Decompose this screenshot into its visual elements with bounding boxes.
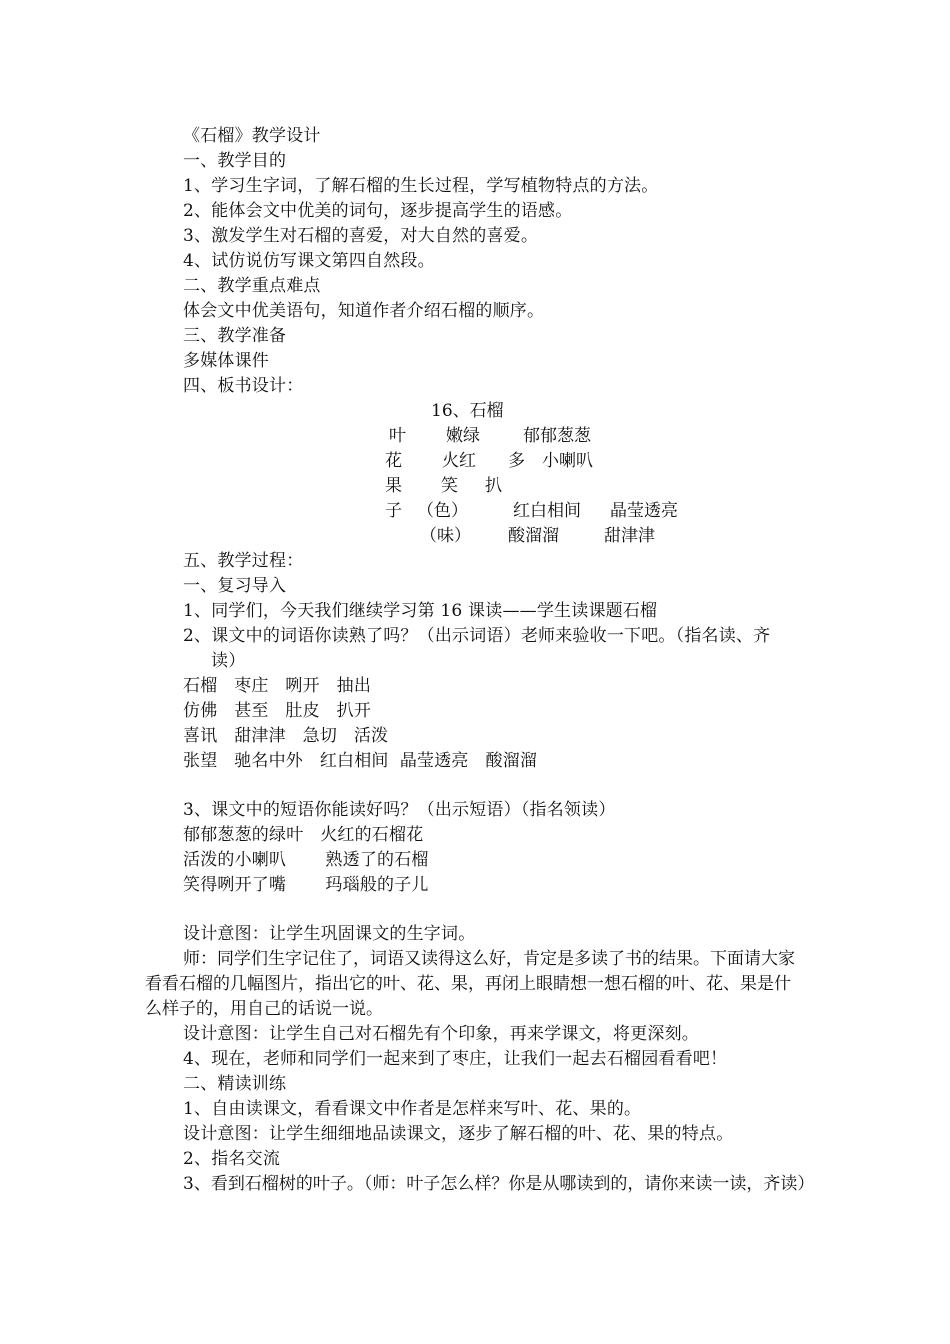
board-cell: 嫩绿 xyxy=(446,426,480,446)
phrase-row: 笑得咧开了嘴 玛瑙般的子儿 xyxy=(183,875,429,895)
step-text-continued: 读） xyxy=(211,651,246,671)
board-cell: 甜津津 xyxy=(604,526,655,546)
phrase-row: 郁郁葱葱的绿叶 火红的石榴花 xyxy=(183,825,424,845)
document-title: 《石榴》教学设计 xyxy=(183,126,321,146)
board-cell: 红白相间 xyxy=(513,501,581,521)
board-cell: 笑 xyxy=(441,476,458,496)
word-row: 张望 驰名中外 红白相间 晶莹透亮 酸溜溜 xyxy=(183,751,538,771)
step-text: 1、自由读课文，看看课文中作者是怎样来写叶、花、果的。 xyxy=(183,1099,642,1119)
step-text: 1、同学们，今天我们继续学习第 16 课读——学生读课题石榴 xyxy=(183,601,658,621)
board-cell: 郁郁葱葱 xyxy=(523,426,591,446)
goal-item: 1、学习生字词，了解石榴的生长过程，学写植物特点的方法。 xyxy=(183,176,659,196)
section-heading-board: 四、板书设计： xyxy=(183,376,304,396)
board-cell: 叶 xyxy=(389,426,406,446)
teacher-paragraph: 师：同学们生字记住了，词语又读得这么好，肯定是多读了书的结果。下面请大家看看石榴的几幅图片，指出它的叶、花、果，再闭上眼睛想一想石榴的叶、花、果是什么样子的，用自己的话说一说。 xyxy=(145,949,795,1019)
word-row: 仿佛 甚至 肚皮 扒开 xyxy=(183,701,372,721)
board-cell: 火红 xyxy=(442,451,476,471)
design-intent: 设计意图：让学生细细地品读课文，逐步了解石榴的叶、花、果的特点。 xyxy=(183,1124,734,1144)
board-cell: 酸溜溜 xyxy=(508,526,559,546)
step-text: 4、现在，老师和同学们一起来到了枣庄，让我们一起去石榴园看看吧！ xyxy=(183,1049,728,1069)
board-cell: 扒 xyxy=(485,476,502,496)
focus-text: 体会文中优美语句，知道作者介绍石榴的顺序。 xyxy=(183,301,545,321)
board-title: 16、石榴 xyxy=(431,401,504,421)
phrase-row: 活泼的小喇叭 熟透了的石榴 xyxy=(183,850,429,870)
goal-item: 4、试仿说仿写课文第四自然段。 xyxy=(183,251,435,271)
word-row: 喜讯 甜津津 急切 活泼 xyxy=(183,726,389,746)
section-heading-goals: 一、教学目的 xyxy=(183,151,287,171)
part-heading-review: 一、复习导入 xyxy=(183,576,287,596)
step-text-wrapped: 3、看到石榴树的叶子。（师：叶子怎么样？你是从哪读到的，请你来读一读，齐读） xyxy=(183,1174,815,1194)
board-cell: 小喇叭 xyxy=(542,451,593,471)
board-cell: 子 xyxy=(385,501,402,521)
board-cell: 多 xyxy=(508,451,525,471)
section-heading-prep: 三、教学准备 xyxy=(183,326,287,346)
part-heading-reading: 二、精读训练 xyxy=(183,1074,287,1094)
section-heading-focus: 二、教学重点难点 xyxy=(183,276,321,296)
board-cell: 果 xyxy=(385,476,402,496)
step-text: 2、课文中的词语你读熟了吗？（出示词语）老师来验收一下吧。（指名读、齐 xyxy=(183,626,771,646)
design-intent: 设计意图：让学生巩固课文的生字词。 xyxy=(183,924,476,944)
prep-text: 多媒体课件 xyxy=(183,351,269,371)
section-heading-process: 五、教学过程： xyxy=(183,551,304,571)
design-intent: 设计意图：让学生自己对石榴先有个印象，再来学课文，将更深刻。 xyxy=(183,1024,699,1044)
board-cell: 晶莹透亮 xyxy=(610,501,678,521)
step-text: 3、课文中的短语你能读好吗？（出示短语）（指名领读） xyxy=(183,800,616,820)
goal-item: 2、能体会文中优美的词句，逐步提高学生的语感。 xyxy=(183,201,573,221)
step-text: 2、指名交流 xyxy=(183,1149,281,1169)
goal-item: 3、激发学生对石榴的喜爱，对大自然的喜爱。 xyxy=(183,226,539,246)
board-cell: （味） xyxy=(420,526,471,546)
board-cell: 花 xyxy=(385,451,402,471)
board-cell: （色） xyxy=(417,501,468,521)
word-row: 石榴 枣庄 咧开 抽出 xyxy=(183,676,372,696)
